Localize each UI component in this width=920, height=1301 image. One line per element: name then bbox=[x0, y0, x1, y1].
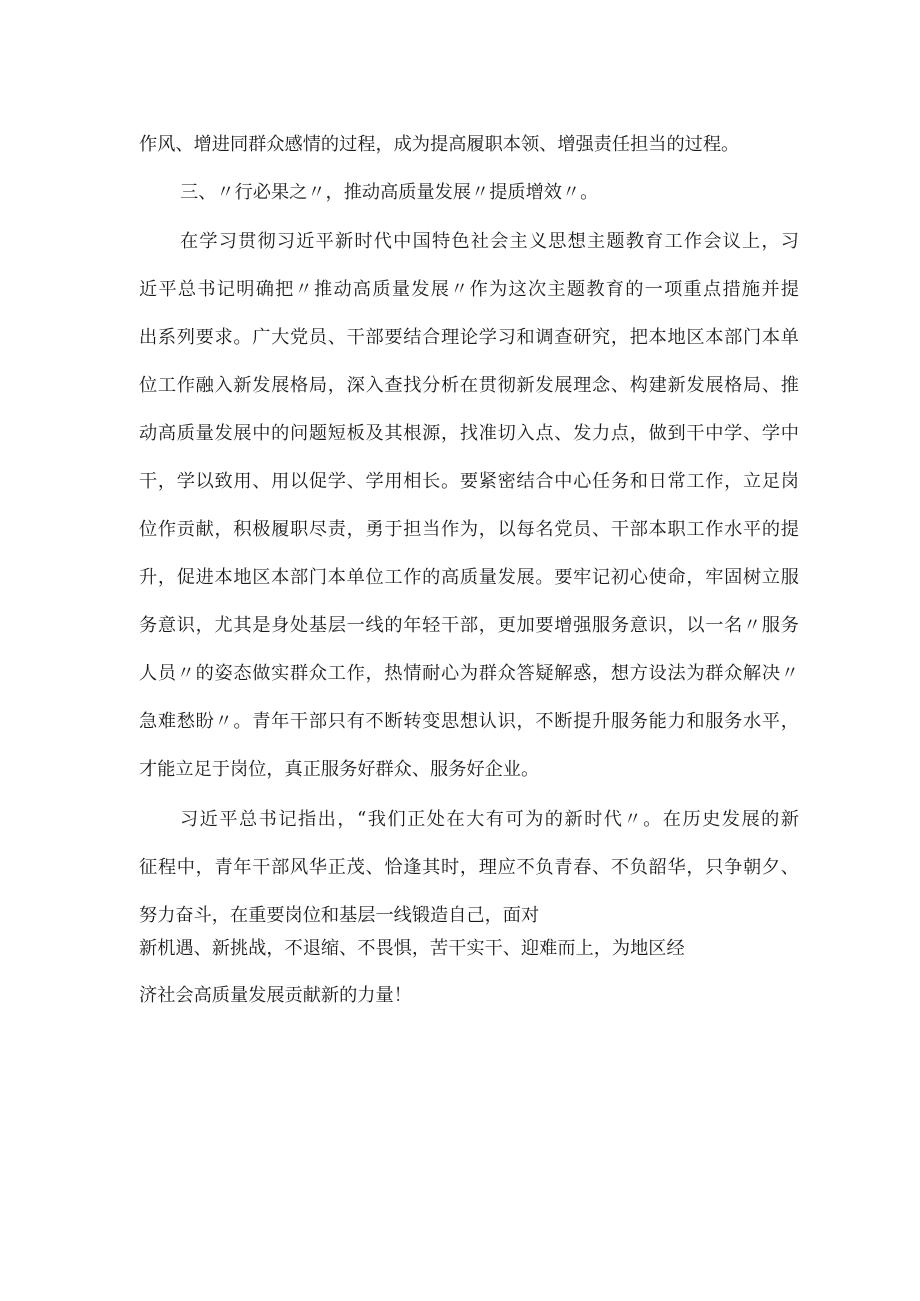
text-line: 才能立足于岗位，真正服务好群众、服务好企业。 bbox=[139, 759, 540, 780]
text-line: 在学习贯彻习近平新时代中国特色社会主义思想主题教育工作会议上，习 bbox=[180, 231, 799, 252]
text-line: 作风、增进同群众感情的过程，成为提高履职本领、增强责任担当的过程。 bbox=[139, 134, 740, 155]
text-line: 升，促进本地区本部门本单位工作的高质量发展。要牢记初心使命，牢固树立服 bbox=[139, 567, 799, 588]
text-line: 人员〃的姿态做实群众工作，热情耐心为群众答疑解惑，想方设法为群众解决〃 bbox=[139, 663, 799, 684]
text-line: 位工作融入新发展格局，深入查找分析在贯彻新发展理念、构建新发展格局、推 bbox=[139, 375, 799, 396]
text-line: 近平总书记明确把〃推动高质量发展〃作为这次主题教育的一项重点措施并提 bbox=[139, 279, 799, 300]
text-line: 新机遇、新挑战，不退缩、不畏惧，苦干实干、迎难而上，为地区经 bbox=[139, 938, 685, 959]
text-line: 干，学以致用、用以促学、学用相长。要紧密结合中心任务和日常工作，立足岗 bbox=[139, 471, 799, 492]
text-line: 动高质量发展中的问题短板及其根源，找准切入点、发力点，做到干中学、学中 bbox=[139, 423, 799, 444]
text-line: 习近平总书记指出，“我们正处在大有可为的新时代〃。在历史发展的新 bbox=[180, 809, 799, 830]
section-heading: 三、〃行必果之〃，推动高质量发展〃提质增效〃。 bbox=[180, 182, 599, 203]
text-line: 务意识，尤其是身处基层一线的年轻干部，更加要增强服务意识，以一名〃服务 bbox=[139, 615, 799, 636]
text-line: 济社会高质量发展贡献新的力量！ bbox=[139, 985, 412, 1006]
text-line: 急难愁盼〃。青年干部只有不断转变思想认识，不断提升服务能力和服务水平， bbox=[139, 711, 799, 732]
text-line: 出系列要求。广大党员、干部要结合理论学习和调查研究，把本地区本部门本单 bbox=[139, 327, 799, 348]
text-line: 征程中，青年干部风华正茂、恰逢其时，理应不负青春、不负韶华，只争朝夕、 bbox=[139, 857, 799, 878]
text-line: 努力奋斗，在重要岗位和基层一线锻造自己，面对 bbox=[139, 905, 540, 926]
text-line: 位作贡献，积极履职尽责，勇于担当作为，以每名党员、干部本职工作水平的提 bbox=[139, 519, 799, 540]
